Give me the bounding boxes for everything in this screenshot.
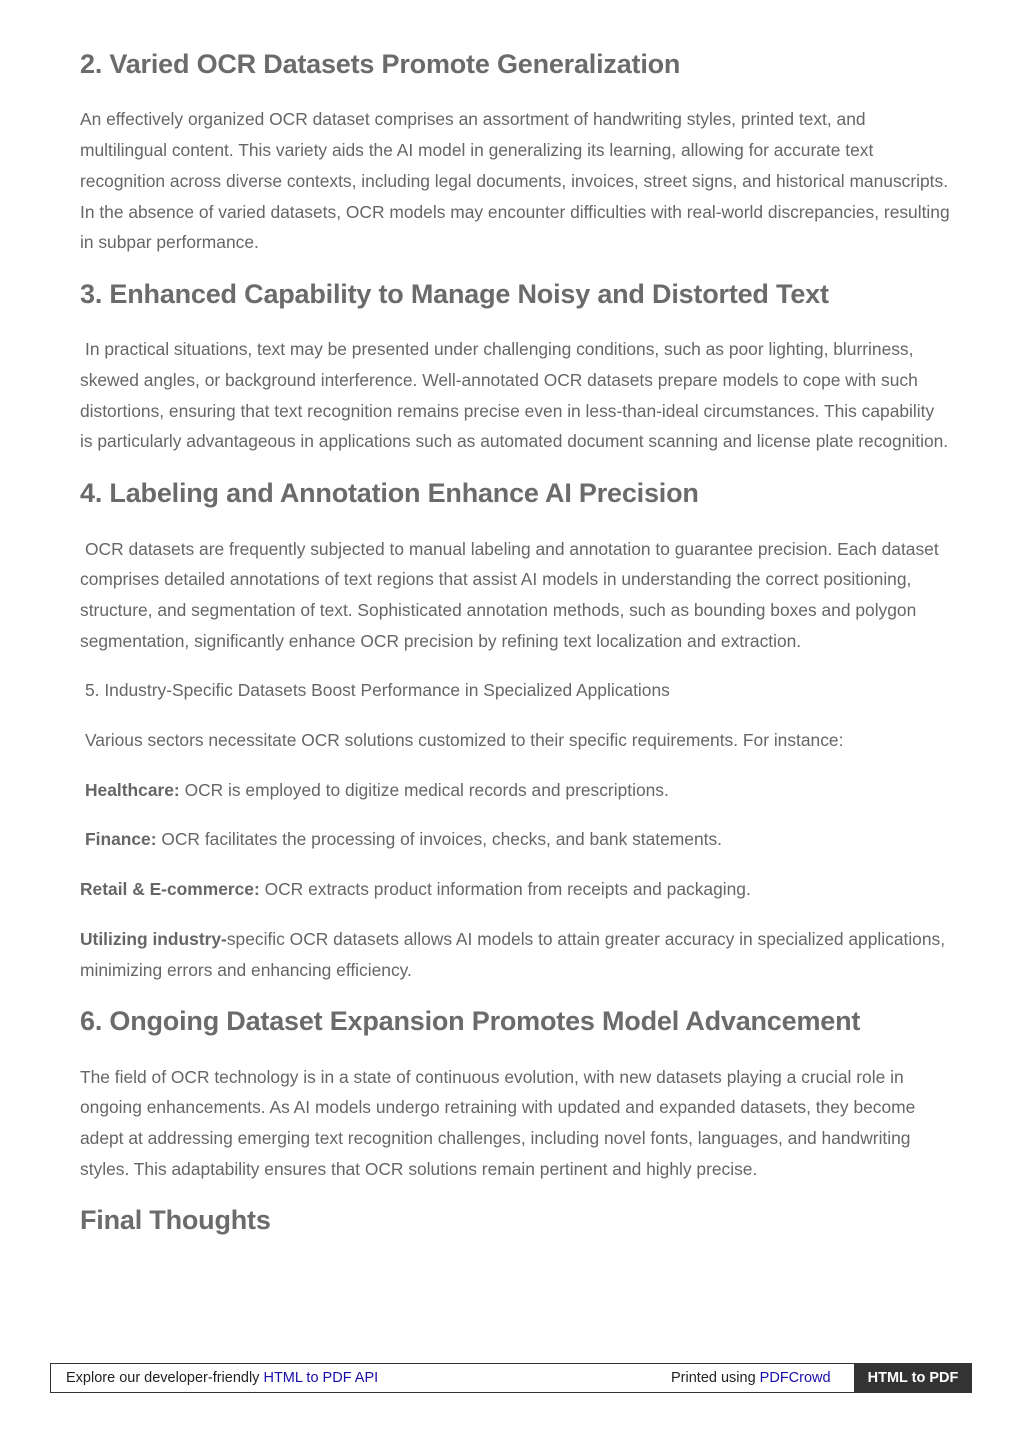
section-6-body: The field of OCR technology is in a state of continuous evolution, with new datasets playing a crucial role in ongoing enhancements. As AI models undergo retraining with updated and expanded datasets, they become adept at addressing emerging text recognition challenges, including novel fonts, languages, and handwriting styles. This adaptability ensures that OCR solutions remain pertinent and highly precise. — [80, 1066, 916, 1179]
industry-text: OCR extracts product information from receipts and packaging. — [259, 879, 751, 900]
footer-printed-text: Printed using — [671, 1370, 760, 1386]
document-body — [80, 40, 950, 1261]
section-5-closing — [80, 924, 950, 985]
section-2-body: An effectively organized OCR dataset comprises an assortment of handwriting styles, printed text, and multilingual content. This variety aids the AI model in generalizing its learning, allowing for accurate text recognition across diverse contexts, including legal documents, invoices, street signs, and historical manuscripts. In the absence of varied datasets, OCR models may encounter difficulties with real-world discrepancies, resulting in subpar performance. — [80, 109, 950, 253]
industry-item-retail — [80, 874, 950, 905]
industry-item-healthcare — [80, 775, 950, 806]
section-4-body: OCR datasets are frequently subjected to manual labeling and annotation to guarantee precision. Each dataset comprises detailed annotations of text regions that assist AI models in understanding the correct positioning, structure, and segmentation of text. Sophisticated annotation methods, such as bounding boxes and polygon segmentation, significantly enhance OCR precision by refining text localization and extraction. — [80, 538, 939, 651]
closing-label: Utilizing industry- — [80, 928, 227, 949]
industry-text: OCR is employed to digitize medical records and prescriptions. — [179, 779, 669, 800]
industry-label: Retail & E-commerce: — [80, 879, 260, 900]
section-6-heading: 6. Ongoing Dataset Expansion Promotes Model Advancement — [80, 1006, 861, 1037]
section-5-title: 5. Industry-Specific Datasets Boost Performance in Specialized Applications — [85, 680, 670, 701]
footer-printed — [671, 1370, 831, 1386]
industry-item-finance — [80, 824, 950, 855]
pdfcrowd-footer — [50, 1363, 972, 1393]
industry-label: Finance: — [85, 829, 157, 850]
closing-text: specific OCR datasets allows AI models to attain greater accuracy in specialized applications, minimizing errors and enhancing efficiency. — [80, 928, 946, 980]
footer-promo — [66, 1370, 378, 1386]
section-3-heading: 3. Enhanced Capability to Manage Noisy and Distorted Text — [80, 278, 829, 309]
html-to-pdf-button[interactable]: HTML to PDF — [854, 1363, 972, 1393]
industry-text: OCR facilitates the processing of invoices, checks, and bank statements. — [156, 829, 722, 850]
footer-promo-text: Explore our developer-friendly — [66, 1370, 264, 1386]
final-thoughts-heading: Final Thoughts — [80, 1205, 271, 1236]
html-to-pdf-api-link[interactable]: HTML to PDF API — [263, 1370, 379, 1386]
section-3-body: In practical situations, text may be presented under challenging conditions, such as poor lighting, blurriness, skewed angles, or background interference. Well-annotated OCR datasets prepare models to cope with such distortions, ensuring that text recognition remains precise even in less-than-ideal circumstances. This capability is particularly advantageous in applications such as automated document scanning and license plate recognition. — [80, 339, 949, 452]
section-2-heading: 2. Varied OCR Datasets Promote Generalization — [80, 49, 681, 79]
section-4-heading: 4. Labeling and Annotation Enhance AI Precision — [80, 478, 699, 509]
section-5-intro: Various sectors necessitate OCR solutions customized to their specific requirements. For instance: — [85, 730, 844, 751]
industry-label: Healthcare: — [85, 779, 180, 800]
pdfcrowd-link[interactable]: PDFCrowd — [759, 1370, 831, 1386]
